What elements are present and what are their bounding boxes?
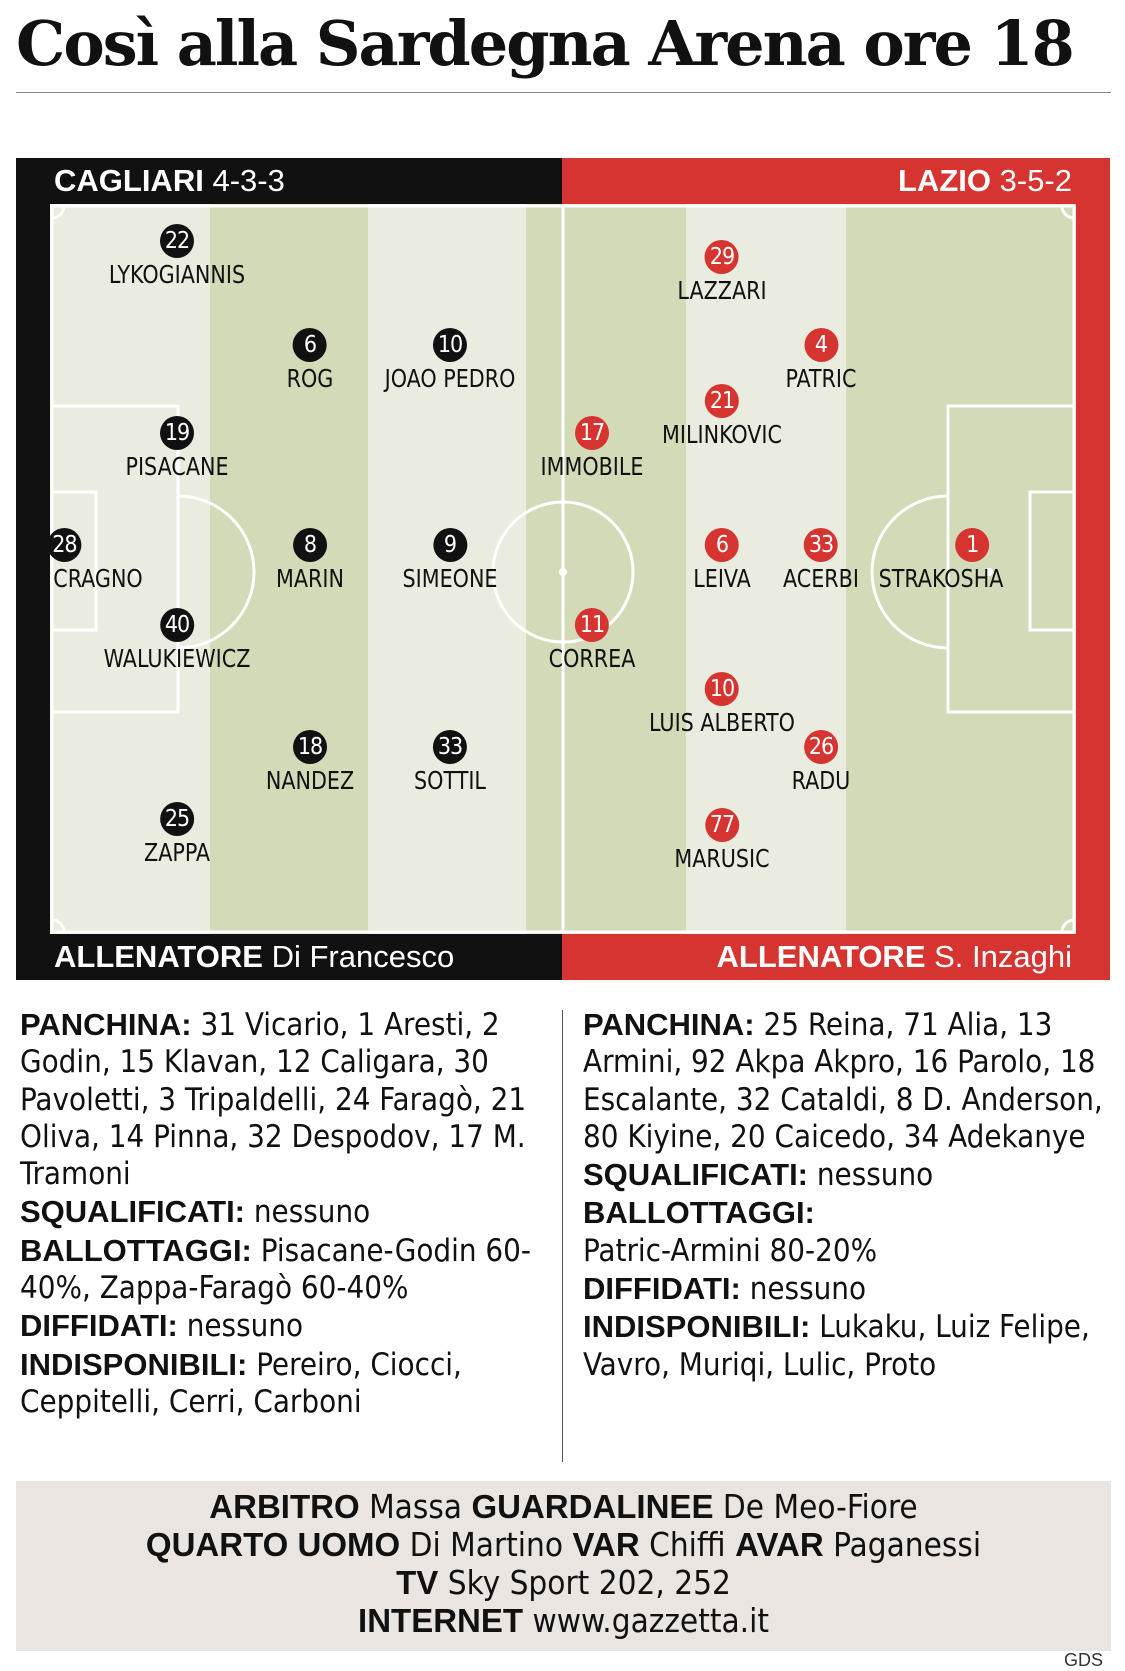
- player-name: MARIN: [276, 564, 344, 593]
- player-home: [285, 328, 336, 394]
- player-number: 6: [293, 328, 327, 362]
- fourth-official-value: Di Martino: [409, 1525, 564, 1564]
- player-home: [141, 802, 213, 868]
- player-number: 10: [705, 672, 739, 706]
- away-formation: 3-5-2: [999, 163, 1072, 198]
- player-away: [789, 730, 853, 796]
- player-name: LEIVA: [693, 564, 751, 593]
- player-number: 1: [955, 528, 989, 562]
- player-name: LUIS ALBERTO: [649, 708, 795, 737]
- avar-value: Paganessi: [833, 1525, 982, 1564]
- player-number: 10: [433, 328, 467, 362]
- away-warned: [583, 1270, 1113, 1308]
- warned-label: DIFFIDATI:: [20, 1308, 178, 1344]
- unavailable-label: INDISPONIBILI:: [583, 1309, 811, 1345]
- player-name: SOTTIL: [414, 766, 486, 795]
- internet-value: www.gazzetta.it: [532, 1601, 769, 1640]
- player-home: [379, 328, 521, 394]
- player-home: [262, 730, 358, 796]
- player-away: [643, 672, 802, 738]
- home-suspended: [20, 1193, 555, 1231]
- player-name: ACERBI: [783, 564, 859, 593]
- player-home: [103, 224, 251, 290]
- home-info: [20, 1006, 555, 1421]
- headline: Così alla Sardegna Arena ore 18: [16, 7, 1073, 80]
- player-number: 17: [575, 416, 609, 450]
- fourth-official-label: QUARTO UOMO: [145, 1526, 401, 1563]
- pitch: [50, 204, 1076, 934]
- player-name: CRAGNO: [53, 564, 143, 593]
- info-divider: [562, 1010, 563, 1462]
- home-team-bar: [16, 158, 562, 204]
- player-name: CORREA: [548, 644, 636, 673]
- suspended-value: nessuno: [816, 1157, 934, 1194]
- bench-value: 25 Reina, 71 Alia, 13 Armini, 92 Akpa Akpro, 16 Parolo, 18 Escalante, 32 Cataldi, 8 D. Anderson, 80 Kiyine, 20 Caicedo, 34 Adekanye: [583, 1007, 1103, 1155]
- referee-label: ARBITRO: [209, 1488, 360, 1525]
- player-name: ZAPPA: [144, 838, 210, 867]
- away-side-band: [1076, 204, 1110, 934]
- unavailable-value: Lukaku, Luiz Felipe, Vavro, Muriqi, Lulic, Proto: [583, 1309, 1090, 1383]
- home-side-band: [16, 204, 50, 934]
- doubts-value: Pisacane-Godin 60-40%, Zappa-Faragò 60-40%: [20, 1232, 531, 1307]
- tv-value: Sky Sport 202, 252: [447, 1563, 731, 1602]
- var-label: VAR: [572, 1526, 640, 1563]
- player-name: JOAO PEDRO: [384, 364, 516, 393]
- doubts-value: Patric-Armini 80-20%: [583, 1232, 878, 1269]
- officials-line-3: [16, 1564, 1111, 1602]
- doubts-label: BALLOTTAGGI:: [20, 1232, 252, 1268]
- player-home: [273, 528, 347, 594]
- suspended-value: nessuno: [253, 1194, 371, 1231]
- player-number: 11: [575, 608, 609, 642]
- player-away: [536, 416, 648, 482]
- credit: GDS: [1063, 1650, 1103, 1670]
- suspended-label: SQUALIFICATI:: [20, 1194, 246, 1230]
- player-home: [121, 416, 233, 482]
- player-name: LAZZARI: [677, 276, 767, 305]
- home-unavailable: [20, 1346, 555, 1422]
- player-away: [674, 240, 771, 306]
- player-name: MARUSIC: [674, 844, 770, 873]
- officials-line-1: [16, 1488, 1111, 1526]
- player-number: 21: [705, 384, 739, 418]
- player-away: [670, 808, 774, 874]
- player-name: STRAKOSHA: [878, 564, 1004, 593]
- linesmen-label: GUARDALINEE: [471, 1488, 714, 1525]
- avar-label: AVAR: [735, 1526, 824, 1563]
- player-name: RADU: [791, 766, 851, 795]
- player-name: SIMEONE: [402, 564, 498, 593]
- player-home: [398, 528, 501, 594]
- away-team-name: LAZIO: [898, 163, 991, 198]
- home-doubts: [20, 1232, 555, 1308]
- headline-rule: [16, 92, 1111, 93]
- bench-value: 31 Vicario, 1 Aresti, 2 Godin, 15 Klavan, 12 Caligara, 30 Pavoletti, 3 Tripaldelli, 24 Faragò, 21 Oliva, 14 Pinna, 32 Despodov, 17 M. Tramoni: [20, 1007, 527, 1193]
- player-number: 33: [433, 730, 467, 764]
- player-name: IMMOBILE: [540, 452, 644, 481]
- away-coach-label: ALLENATORE: [716, 939, 926, 974]
- suspended-label: SQUALIFICATI:: [583, 1157, 809, 1193]
- player-name: MILINKOVIC: [662, 420, 782, 449]
- player-number: 77: [705, 808, 739, 842]
- player-away: [780, 528, 863, 594]
- warned-value: nessuno: [749, 1271, 867, 1308]
- player-name: LYKOGIANNIS: [108, 260, 246, 289]
- player-number: 25: [160, 802, 194, 836]
- player-home: [50, 528, 147, 594]
- bench-label: PANCHINA:: [20, 1007, 192, 1042]
- officials-line-2: [16, 1526, 1111, 1564]
- player-home: [411, 730, 489, 796]
- player-number: 26: [804, 730, 838, 764]
- internet-label: INTERNET: [358, 1602, 524, 1639]
- officials-box: [16, 1481, 1111, 1651]
- away-bench: [583, 1006, 1113, 1156]
- player-number: 33: [804, 528, 838, 562]
- player-number: 4: [804, 328, 838, 362]
- player-away: [657, 384, 787, 450]
- linesmen-value: De Meo-Fiore: [722, 1487, 918, 1526]
- player-number: 9: [433, 528, 467, 562]
- officials-line-4: [16, 1602, 1111, 1640]
- home-team-name: CAGLIARI: [54, 163, 204, 198]
- away-doubts: [583, 1194, 1113, 1270]
- away-unavailable: [583, 1308, 1113, 1384]
- away-coach-name: S. Inzaghi: [934, 939, 1072, 974]
- away-team-bar: [562, 158, 1110, 204]
- player-number: 8: [293, 528, 327, 562]
- lineup-board: [16, 158, 1110, 980]
- player-away: [873, 528, 1009, 594]
- player-name: PISACANE: [125, 452, 229, 481]
- doubts-label: BALLOTTAGGI:: [583, 1195, 815, 1231]
- player-name: PATRIC: [785, 364, 857, 393]
- home-bench: [20, 1006, 555, 1193]
- home-warned: [20, 1307, 555, 1345]
- player-away: [782, 328, 859, 394]
- home-formation: 4-3-3: [212, 163, 285, 198]
- warned-label: DIFFIDATI:: [583, 1271, 741, 1307]
- player-number: 19: [160, 416, 194, 450]
- player-number: 28: [50, 528, 81, 562]
- player-home: [97, 608, 257, 674]
- player-name: NANDEZ: [265, 766, 355, 795]
- player-number: 22: [160, 224, 194, 258]
- player-away: [691, 528, 754, 594]
- away-info: [583, 1006, 1113, 1384]
- tv-label: TV: [396, 1564, 439, 1601]
- referee-value: Massa: [369, 1487, 463, 1526]
- player-name: ROG: [286, 364, 334, 393]
- player-name: WALUKIEWICZ: [103, 644, 251, 673]
- away-coach-bar: [562, 934, 1110, 980]
- player-number: 18: [293, 730, 327, 764]
- warned-value: nessuno: [186, 1308, 304, 1345]
- player-number: 29: [705, 240, 739, 274]
- home-coach-name: Di Francesco: [271, 939, 455, 974]
- player-number: 40: [160, 608, 194, 642]
- unavailable-value: Pereiro, Ciocci, Ceppitelli, Cerri, Carboni: [20, 1346, 462, 1420]
- away-suspended: [583, 1156, 1113, 1194]
- player-away: [545, 608, 639, 674]
- home-coach-label: ALLENATORE: [54, 939, 263, 974]
- var-value: Chiffi: [649, 1525, 726, 1564]
- home-coach-bar: [16, 934, 562, 980]
- player-number: 6: [705, 528, 739, 562]
- unavailable-label: INDISPONIBILI:: [20, 1346, 248, 1382]
- bench-label: PANCHINA:: [583, 1007, 755, 1042]
